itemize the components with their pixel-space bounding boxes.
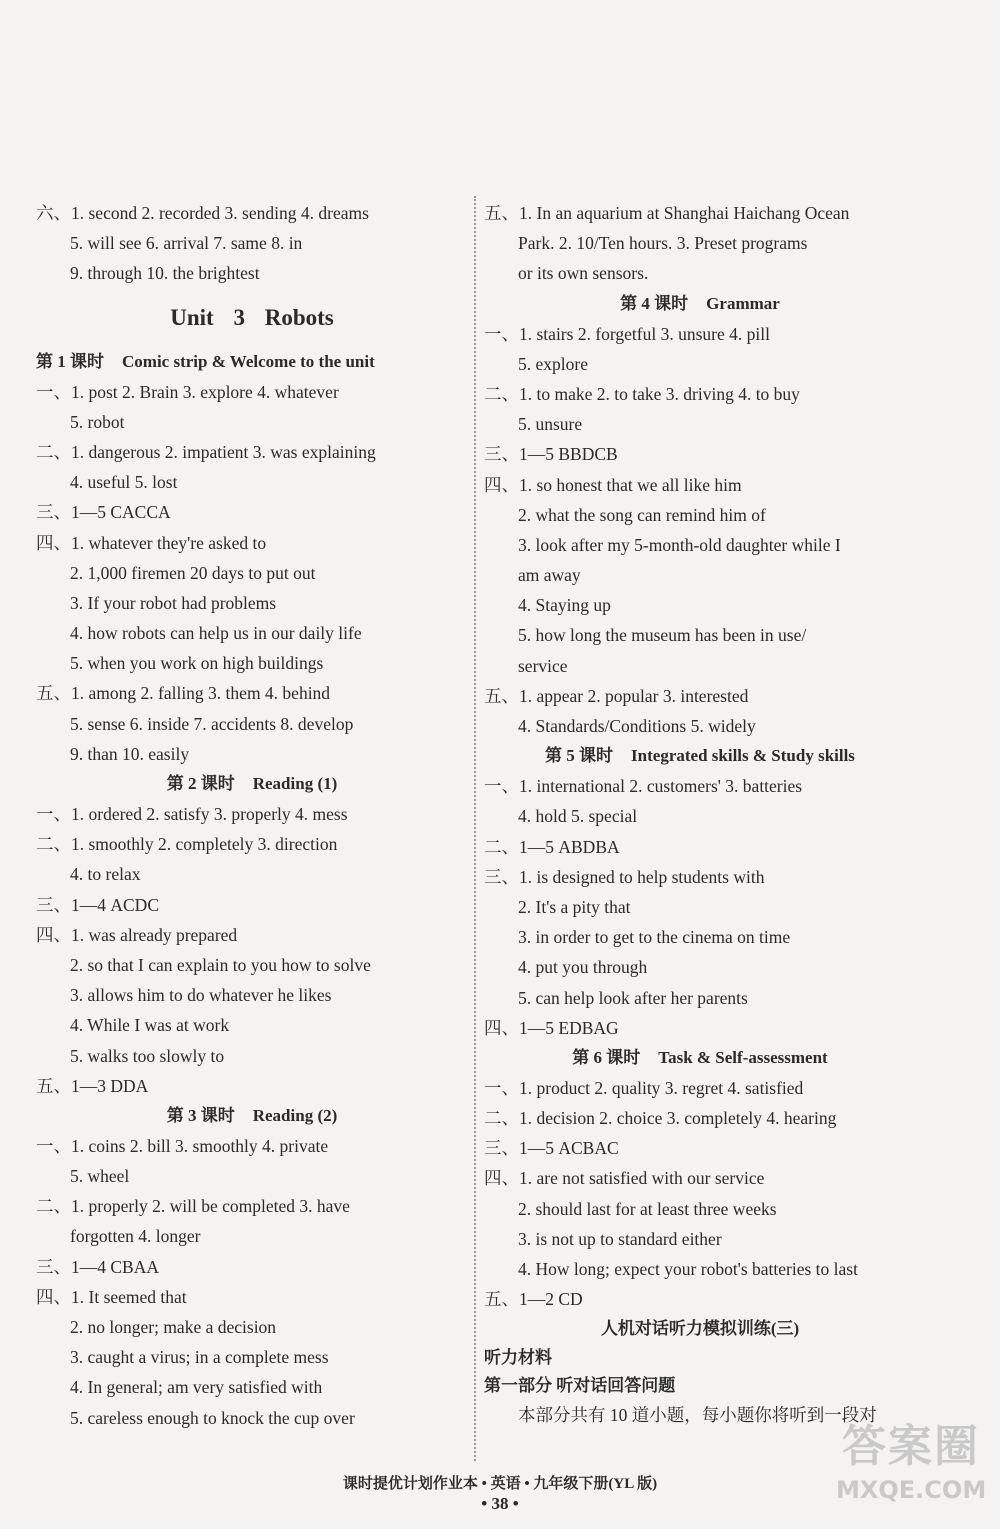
lesson-heading (36, 347, 468, 377)
answer-line: 5. careless enough to knock the cup over (70, 1407, 355, 1428)
lesson-number: 第 4 课时 (620, 293, 689, 313)
answer-line: 4. While I was at work (70, 1015, 230, 1036)
answer-line: 3. caught a virus; in a complete mess (70, 1347, 329, 1368)
answer-line: 5. walks too slowly to (70, 1045, 225, 1066)
answer-line: 三、1—5 CACCA (36, 502, 171, 523)
answer-line: 五、1—2 CD (484, 1289, 583, 1310)
answer-line: 5. explore (518, 353, 588, 374)
watermark-site-text: MXQE.COM (836, 1476, 987, 1504)
answer-line: 五、1. appear 2. popular 3. interested (484, 685, 749, 706)
lesson-heading (36, 769, 468, 799)
answer-line: 二、1. properly 2. will be completed 3. have (36, 1196, 350, 1217)
answer-line: or its own sensors. (518, 263, 649, 284)
answer-line: 2. no longer; make a decision (70, 1317, 277, 1337)
section-heading: 人机对话听力模拟训练(三) (600, 1319, 800, 1339)
sub-heading: 听力材料 (484, 1348, 552, 1368)
answer-line: 2. should last for at least three weeks (518, 1198, 777, 1219)
answer-line: 一、1. product 2. quality 3. regret 4. satisfied (484, 1077, 804, 1098)
answer-line: 2. so that I can explain to you how to solve (70, 954, 371, 975)
lesson-number: 第 3 课时 (166, 1105, 235, 1125)
answer-line: 4. How long; expect your robot's batteries to last (518, 1259, 858, 1279)
answer-line: 3. in order to get to the cinema on time (518, 927, 791, 948)
answer-line: 三、1—5 BBDCB (484, 444, 618, 465)
answer-line: 六、1. second 2. recorded 3. sending 4. dreams (36, 203, 369, 223)
answer-line: 三、1—4 ACDC (36, 894, 159, 915)
answer-line: 一、1. international 2. customers' 3. batteries (484, 776, 803, 797)
answer-line: 4. to relax (70, 864, 141, 885)
lesson-heading (484, 289, 916, 319)
watermark-logo-text: 答案圈 (842, 1421, 980, 1472)
footer-book-title: 课时提优计划作业本 • 英语 • 九年级下册(YL 版) (342, 1476, 658, 1492)
answer-line: 二、1. dangerous 2. impatient 3. was explaining (36, 441, 376, 462)
lesson-title: Grammar (706, 293, 780, 313)
answer-line: 二、1—5 ABDBA (484, 836, 620, 857)
answer-line: 5. robot (70, 411, 125, 432)
answer-line: 4. Staying up (518, 595, 611, 616)
answer-line: 一、1. ordered 2. satisfy 3. properly 4. mess (36, 804, 348, 824)
sub-heading: 第一部分 听对话回答问题 (484, 1376, 676, 1396)
answer-line: 3. is not up to standard either (518, 1228, 722, 1249)
answer-line: 五、1—3 DDA (36, 1075, 149, 1096)
lesson-number: 第 6 课时 (572, 1047, 641, 1067)
answer-line: 三、1—5 ACBAC (484, 1138, 619, 1159)
answer-line: 三、1—4 CBAA (36, 1256, 159, 1277)
answer-line: 9. than 10. easily (70, 743, 190, 764)
answer-line: 四、1. are not satisfied with our service (484, 1168, 765, 1189)
answer-line: 二、1. to make 2. to take 3. driving 4. to buy (484, 383, 800, 404)
answer-line: 四、1—5 EDBAG (484, 1017, 619, 1038)
lesson-title: Reading (1) (252, 774, 338, 793)
answer-line: 4. hold 5. special (518, 806, 638, 827)
lesson-number: 第 1 课时 (36, 351, 104, 371)
answer-line: 二、1. smoothly 2. completely 3. direction (36, 834, 338, 855)
answer-line: 5. sense 6. inside 7. accidents 8. develop (70, 713, 354, 734)
instruction-paragraph: 本部分共有 10 道小题，每小题你将听到一段对 (518, 1405, 877, 1426)
page-number: • 38 • (481, 1494, 519, 1513)
column-divider (474, 196, 476, 1461)
lesson-number: 第 2 课时 (166, 774, 235, 793)
answer-line: 一、1. coins 2. bill 3. smoothly 4. private (36, 1135, 329, 1156)
answer-line: 四、1. whatever they're asked to (36, 532, 267, 553)
answer-line: 4. how robots can help us in our daily life (70, 623, 362, 644)
answer-line: 三、1. is designed to help students with (484, 866, 765, 887)
answer-line: 四、1. It seemed that (36, 1286, 187, 1307)
answer-line: 2. It's a pity that (518, 896, 631, 917)
answer-line: 4. In general; am very satisfied with (70, 1377, 323, 1398)
answer-line: 4. useful 5. lost (70, 472, 178, 493)
left-column (36, 198, 468, 1433)
answer-line: Park. 2. 10/Ten hours. 3. Preset programs (518, 233, 808, 254)
answer-line: 5. when you work on high buildings (70, 653, 324, 674)
lesson-title: Integrated skills & Study skills (631, 746, 855, 766)
answer-line: 四、1. so honest that we all like him (484, 474, 742, 495)
watermark-logo (836, 1419, 986, 1515)
answer-line: 四、1. was already prepared (36, 924, 238, 945)
lesson-heading (484, 1043, 916, 1073)
answer-line: 4. Standards/Conditions 5. widely (518, 716, 756, 736)
lesson-title: Reading (2) (252, 1105, 338, 1125)
answer-line: 2. 1,000 firemen 20 days to put out (70, 562, 316, 583)
answer-line: 一、1. post 2. Brain 3. explore 4. whatever (36, 381, 339, 402)
answer-line: forgotten 4. longer (70, 1226, 201, 1247)
answer-line: 5. unsure (518, 414, 583, 435)
answer-line: 3. If your robot had problems (70, 592, 277, 613)
answer-line: 五、1. among 2. falling 3. them 4. behind (36, 683, 331, 704)
unit-heading: Unit 3 Robots (170, 304, 334, 330)
answer-line: 5. how long the museum has been in use/ (518, 625, 807, 646)
lesson-title: Comic strip & Welcome to the unit (122, 351, 375, 371)
lesson-number: 第 5 课时 (545, 746, 614, 766)
answer-line: 五、1. In an aquarium at Shanghai Haichang Ocean (484, 203, 850, 223)
answer-line: 5. will see 6. arrival 7. same 8. in (70, 233, 303, 254)
answer-line: 3. allows him to do whatever he likes (70, 985, 332, 1006)
answer-line: service (518, 655, 568, 676)
answer-line: 4. put you through (518, 957, 648, 978)
answer-line: 5. can help look after her parents (518, 987, 748, 1008)
answer-line: 9. through 10. the brightest (70, 263, 260, 284)
answer-line: 二、1. decision 2. choice 3. completely 4. hearing (484, 1108, 837, 1129)
answer-line: 5. wheel (70, 1166, 130, 1187)
right-column (484, 198, 916, 1430)
lesson-heading (36, 1101, 468, 1131)
lesson-heading (484, 741, 916, 771)
answer-line: am away (518, 565, 581, 586)
answer-line: 一、1. stairs 2. forgetful 3. unsure 4. pill (484, 323, 770, 344)
answer-line: 2. what the song can remind him of (518, 504, 766, 525)
answer-line: 3. look after my 5-month-old daughter while I (518, 534, 841, 555)
lesson-title: Task & Self-assessment (658, 1047, 828, 1067)
